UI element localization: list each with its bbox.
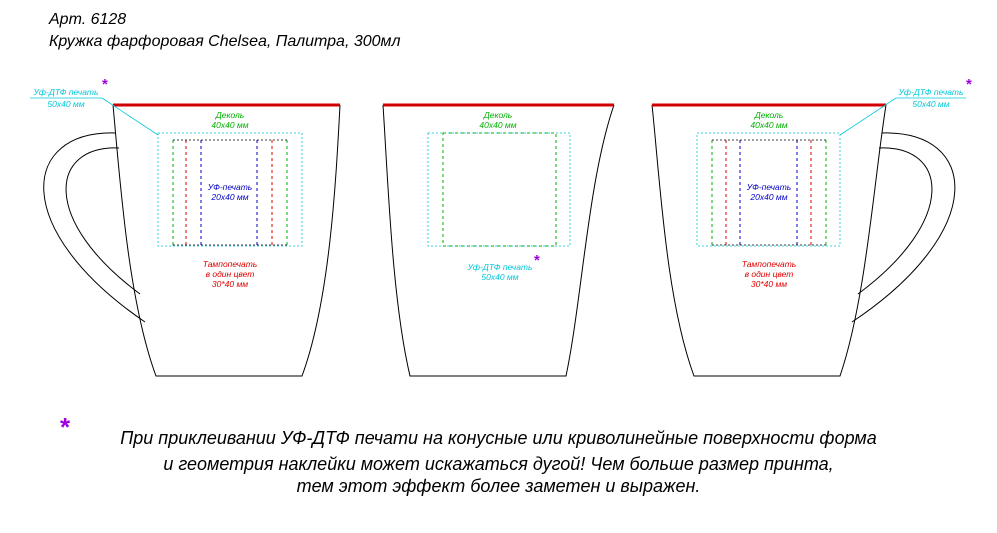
right-mug-handle-inner bbox=[858, 148, 932, 294]
note-line-3: тем этот эффект более заметен и выражен. bbox=[296, 476, 701, 496]
product-title: Кружка фарфоровая Chelsea, Палитра, 300мл bbox=[49, 33, 401, 50]
note-asterisk: * bbox=[60, 412, 71, 442]
right-asterisk: * bbox=[966, 76, 972, 93]
center-mug bbox=[383, 105, 614, 376]
center-decal-label: Деколь 40х40 мм bbox=[479, 110, 517, 130]
left-uvdtf-label: Уф-ДТФ печать 50х40 мм bbox=[33, 87, 99, 109]
center-mug-body bbox=[383, 105, 614, 376]
center-uvdtf-label: Уф-ДТФ печать 50х40 мм bbox=[467, 262, 533, 282]
right-pad-label: Тампопечать в один цвет 30*40 мм bbox=[741, 259, 797, 289]
left-mug-body bbox=[113, 105, 340, 376]
right-uvdtf-label: Уф-ДТФ печать 50х40 мм bbox=[898, 87, 964, 109]
left-pad-label: Тампопечать в один цвет 30*40 мм bbox=[202, 259, 258, 289]
center-uvdtf-zone bbox=[428, 133, 570, 246]
left-decal-label: Деколь 40х40 мм bbox=[211, 110, 249, 130]
left-mug-handle-inner bbox=[66, 148, 140, 294]
article-number: Арт. 6128 bbox=[49, 11, 127, 28]
right-mug-handle bbox=[852, 133, 955, 322]
right-mug bbox=[652, 98, 955, 376]
left-mug bbox=[44, 98, 340, 376]
right-decal-label: Деколь 40х40 мм bbox=[750, 110, 788, 130]
note-line-2: и геометрия наклейки может искажаться дугой! Чем больше размер принта, bbox=[163, 454, 834, 474]
right-uv-label: УФ-печать 20х40 мм bbox=[746, 182, 792, 202]
right-mug-body bbox=[652, 105, 886, 376]
center-decal-zone bbox=[443, 133, 556, 246]
left-uv-label: УФ-печать 20х40 мм bbox=[207, 182, 253, 202]
left-mug-handle bbox=[44, 133, 145, 322]
center-asterisk: * bbox=[534, 252, 540, 269]
note-line-1: При приклеивании УФ-ДТФ печати на конусные или криволинейные поверхности форма bbox=[120, 428, 877, 448]
left-asterisk: * bbox=[102, 76, 108, 93]
